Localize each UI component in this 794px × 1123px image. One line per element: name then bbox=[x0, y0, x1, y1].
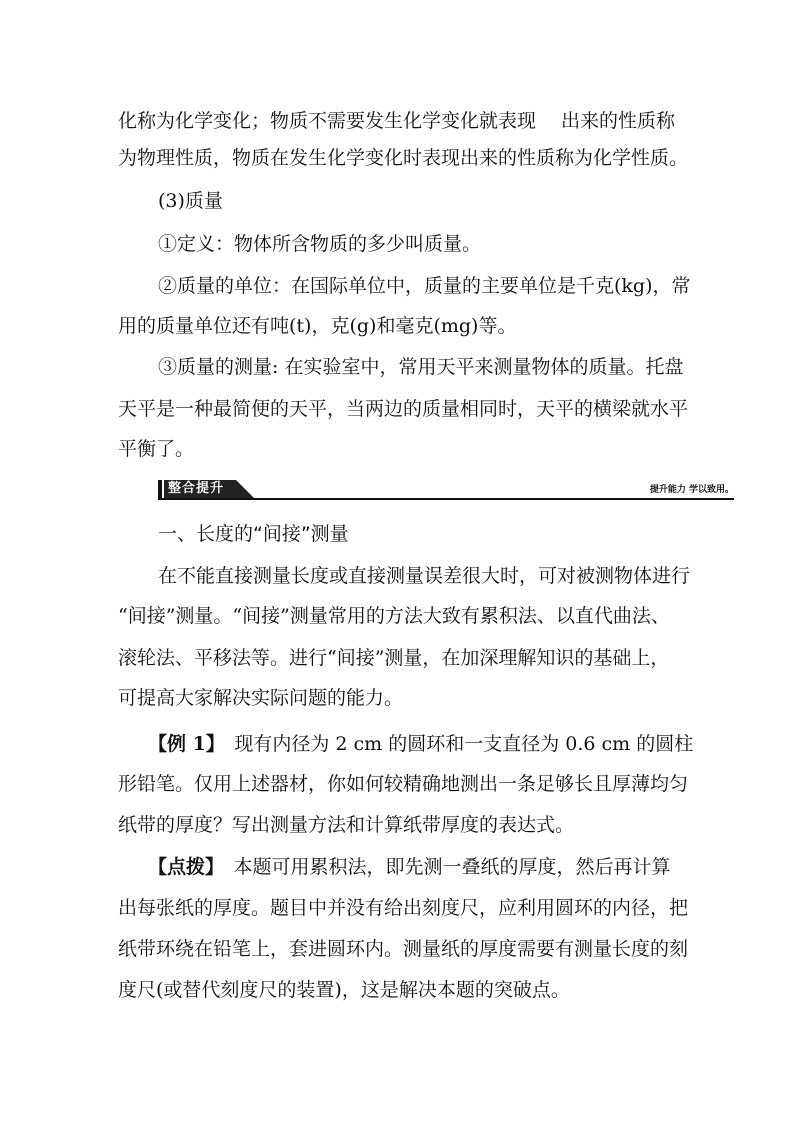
hint-label: 【点拨】 bbox=[148, 856, 215, 878]
hint-line bbox=[148, 855, 671, 879]
section-divider bbox=[158, 498, 734, 500]
hint-line: 度尺(或替代刻度尺的装置)，这是解决本题的突破点。 bbox=[118, 979, 570, 1001]
mass-definition: ①定义：物体所含物质的多少叫质量。 bbox=[158, 233, 482, 255]
example-text: 现有内径为 2 cm 的圆环和一支直径为 0.6 cm 的圆柱 bbox=[215, 733, 694, 755]
example-line: 形铅笔。仅用上述器材，你如何较精确地测出一条足够长且厚薄均匀 bbox=[118, 773, 689, 795]
mass-measure-line: 天平是一种最简便的天平，当两边的质量相同时，天平的横梁就水平 bbox=[118, 398, 689, 420]
mass-unit-line: 用的质量单位还有吨(t)，克(g)和毫克(mg)等。 bbox=[118, 315, 517, 337]
section-label: 整合提升 bbox=[168, 481, 225, 496]
paragraph-line: 化称为化学变化；物质不需要发生化学变化就表现 出来的性质称 bbox=[118, 110, 676, 132]
hint-line: 出每张纸的厚度。题目中并没有给出刻度尺，应利用圆环的内径，把 bbox=[118, 897, 689, 919]
mass-measure-line: 平衡了。 bbox=[118, 438, 195, 460]
section-bar bbox=[158, 480, 734, 500]
hint-line: 纸带环绕在铅笔上，套进圆环内。测量纸的厚度需要有测量长度的刻 bbox=[118, 938, 689, 960]
section-right-text: 提升能力 学以致用。 bbox=[649, 485, 734, 495]
paragraph-line: 在不能直接测量长度或直接测量误差很大时，可对被测物体进行 bbox=[158, 565, 691, 587]
mass-unit-line: ②质量的单位：在国际单位中，质量的主要单位是千克(kg)，常 bbox=[158, 275, 691, 297]
example-label: 【例 1】 bbox=[148, 733, 216, 755]
paragraph-line: 可提高大家解决实际问题的能力。 bbox=[118, 687, 404, 709]
hint-text: 本题可用累积法，即先测一叠纸的厚度，然后再计算 bbox=[214, 856, 671, 878]
mass-measure-line: ③质量的测量: 在实验室中，常用天平来测量物体的质量。托盘 bbox=[158, 356, 684, 378]
example-line bbox=[148, 732, 693, 756]
example-line: 纸带的厚度？写出测量方法和计算纸带厚度的表达式。 bbox=[118, 814, 575, 836]
mass-section-title: (3)质量 bbox=[158, 190, 223, 212]
paragraph-line: “间接”测量。“间接”测量常用的方法大致有累积法、以直代曲法、 bbox=[118, 605, 670, 627]
paragraph-line: 为物理性质，物质在发生化学变化时表现出来的性质称为化学性质。 bbox=[118, 147, 689, 169]
paragraph-line: 滚轮法、平移法等。进行“间接”测量，在加深理解知识的基础上， bbox=[118, 647, 670, 669]
section-heading: 一、长度的“间接”测量 bbox=[158, 523, 349, 545]
